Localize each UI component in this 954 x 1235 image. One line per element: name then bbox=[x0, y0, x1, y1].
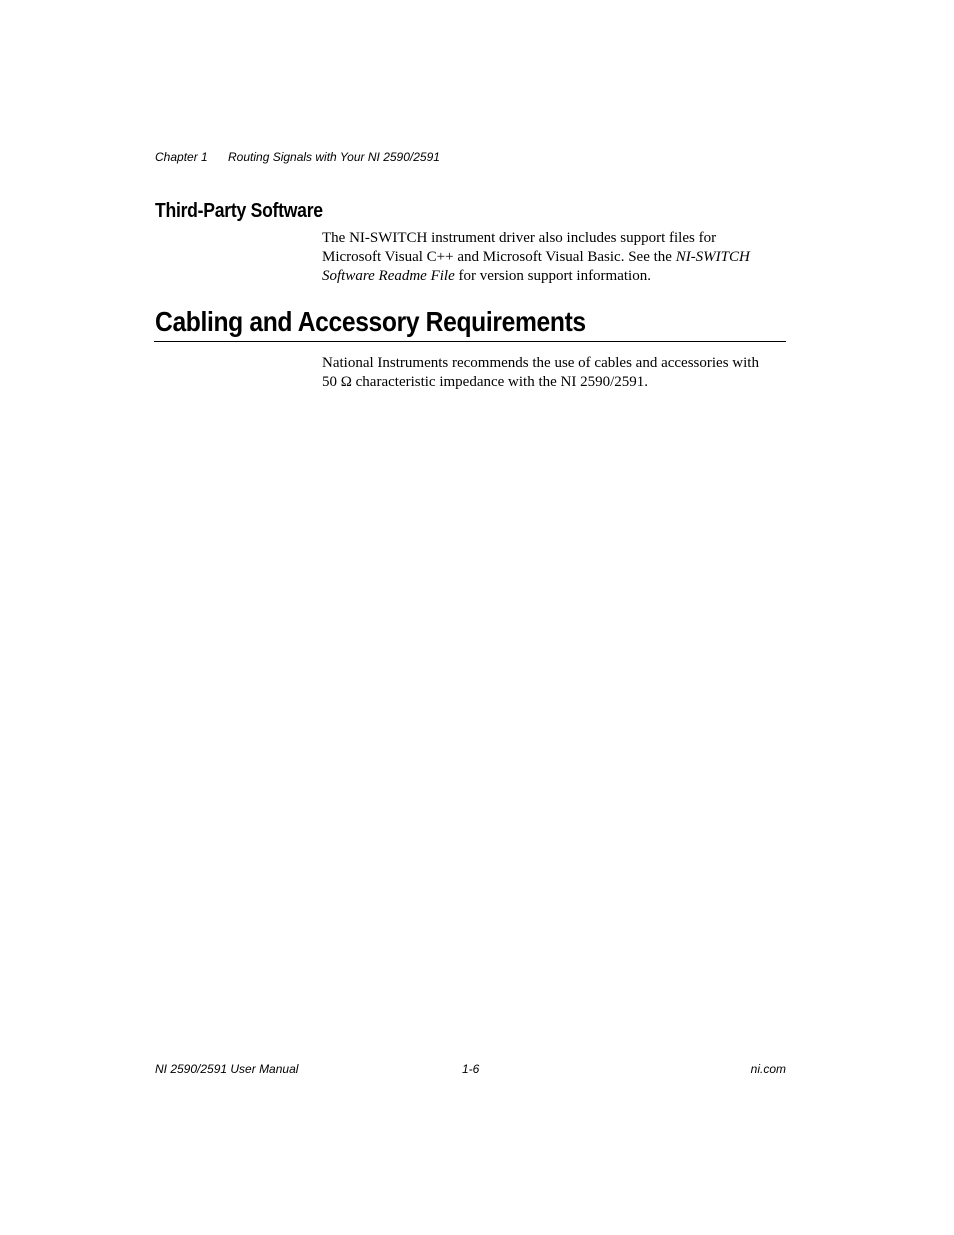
footer-page-number: 1-6 bbox=[462, 1062, 480, 1076]
text-run: for version support information. bbox=[454, 268, 651, 284]
paragraph-line: National Instruments recommends the use of cables and accessories with bbox=[322, 355, 759, 371]
heading-rule bbox=[154, 341, 786, 342]
chapter-title: Routing Signals with Your NI 2590/2591 bbox=[228, 150, 440, 164]
chapter-label: Chapter 1 bbox=[155, 150, 208, 164]
paragraph-line bbox=[322, 248, 786, 267]
readme-title-italic: NI-SWITCH bbox=[675, 249, 750, 265]
cabling-requirements-heading: Cabling and Accessory Requirements bbox=[155, 306, 586, 337]
paragraph-line bbox=[322, 267, 786, 286]
text-run: Microsoft Visual C++ and Microsoft Visual Basic. See the bbox=[322, 249, 676, 265]
paragraph-line: 50 Ω characteristic impedance with the NI 2590/2591. bbox=[322, 374, 649, 390]
footer-website: ni.com bbox=[750, 1062, 786, 1076]
running-header bbox=[155, 150, 440, 165]
cabling-requirements-paragraph bbox=[322, 354, 786, 392]
third-party-software-heading: Third-Party Software bbox=[155, 200, 323, 222]
readme-title-italic: Software Readme File bbox=[322, 268, 455, 284]
third-party-software-paragraph bbox=[322, 229, 786, 286]
paragraph-line: The NI-SWITCH instrument driver also includes support files for bbox=[322, 230, 717, 246]
footer-manual-title: NI 2590/2591 User Manual bbox=[155, 1062, 299, 1076]
